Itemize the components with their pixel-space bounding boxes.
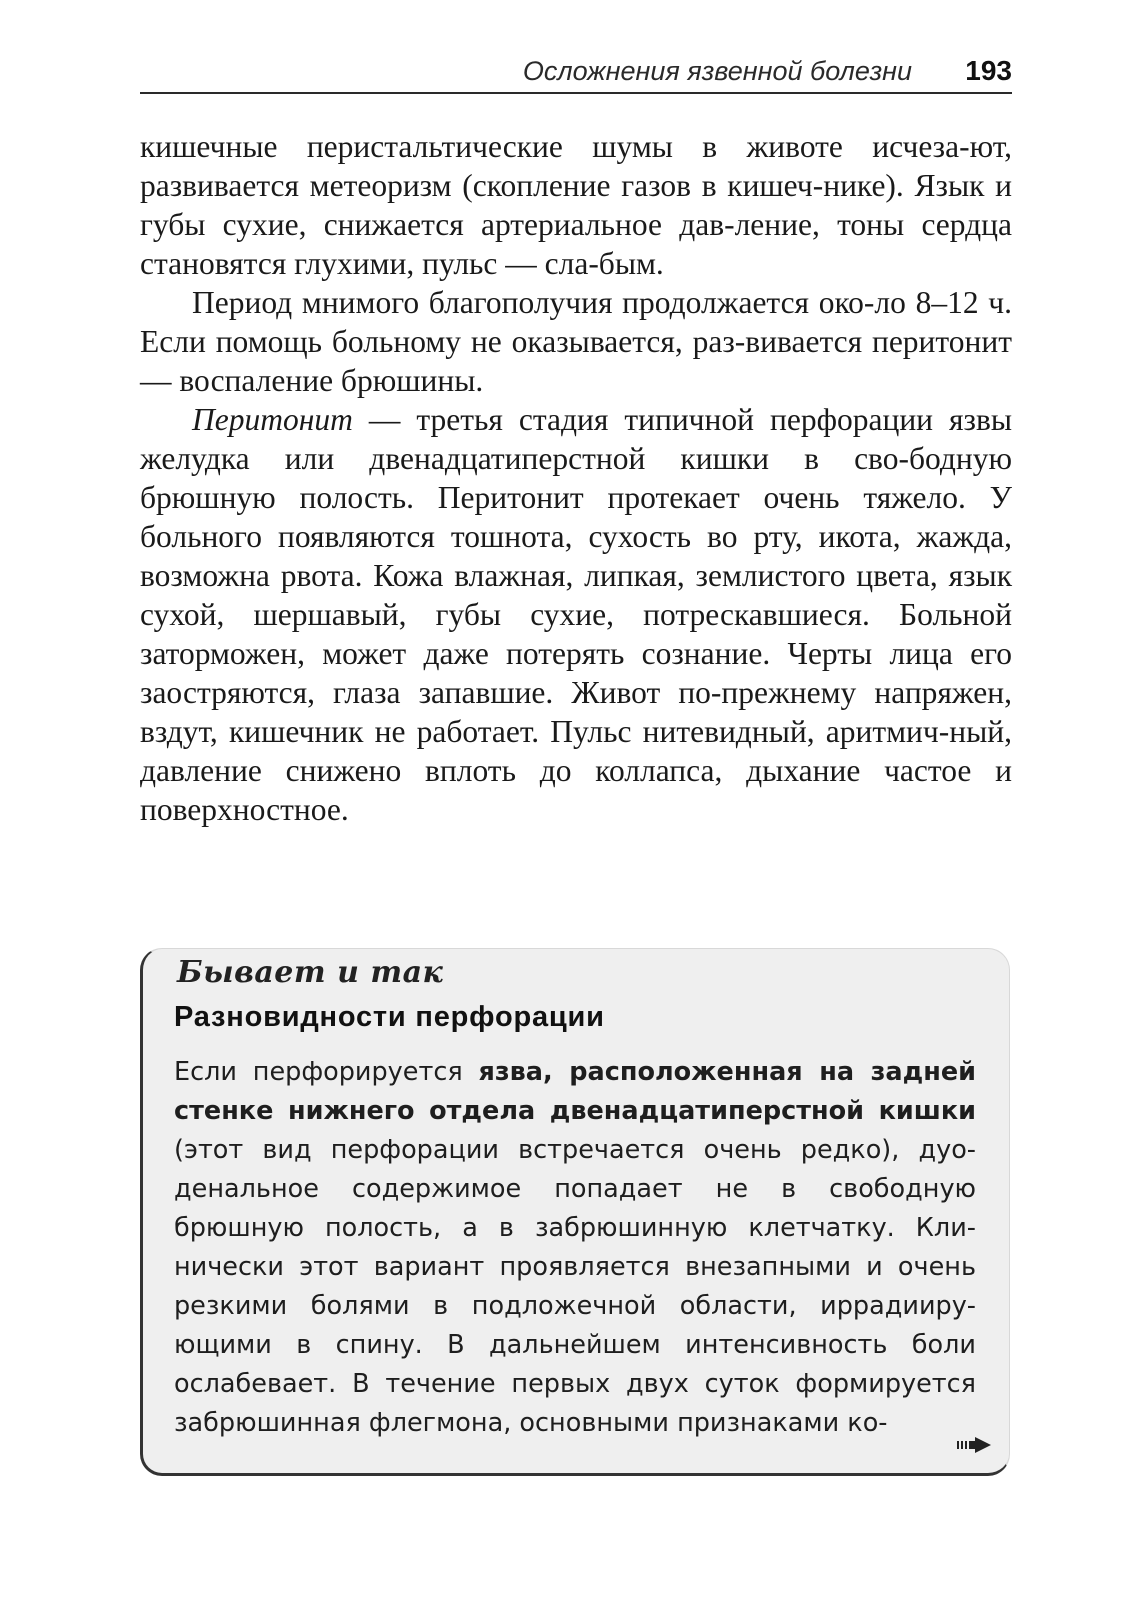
arrow-right-icon <box>957 1437 991 1453</box>
paragraph-2: Период мнимого благополучия продолжается око-ло 8–12 ч. Если помощь больному не оказывается, раз-вивается перитонит — воспаление брюшины. <box>140 285 1012 398</box>
term-peritonitis: Перитонит <box>192 402 353 437</box>
sidebar-text-lead: Если перфорируется <box>174 1057 479 1087</box>
sidebar-text-bold: язва, расположенная на задней стенке нижнего отдела двенадцатиперстной кишки <box>174 1057 976 1126</box>
paragraph-3 <box>140 400 1012 829</box>
paragraph-3-text: — третья стадия типичной перфорации язвы желудка или двенадцатиперстной кишки в сво-бодную брюшную полость. Перитонит протекает очень тяжело. У больного появляются тошнота, сухость во рту, икота, жажда, возможна рвота. Кожа влажная, липкая, землистого цвета, язык сухой, шершавый, губы сухие, потрескавшиеся. Больной заторможен, может даже потерять сознание. Черты лица его заостряются, глаза запавшие. Живот по-прежнему напряжен, вздут, кишечник не работает. Пульс нитевидный, аритмич-ный, давление снижено вплоть до коллапса, дыхание частое и поверхностное. <box>140 402 1012 827</box>
sidebar-heading: Разновидности перфорации <box>174 1001 605 1033</box>
running-title: Осложнения язвенной болезни <box>522 56 912 86</box>
running-header <box>140 52 1012 94</box>
sidebar-text-rest: (этот вид перфорации встречается очень редко), дуо-денальное содержимое попадает не в свободную брюшную полость, а в забрюшинную клетчатку. Кли-нически этот вариант проявляется внезапными и очень резкими болями в подложечной области, иррадииру-ющими в спину. В дальнейшем интенсивность боли ослабевает. В течение первых двух суток формируется забрюшинная флегмона, основными признаками ко- <box>174 1135 976 1438</box>
sidebar-box <box>140 948 1010 1476</box>
page-number: 193 <box>965 55 1012 86</box>
sidebar-kicker: Бывает и так <box>177 955 444 990</box>
sidebar-text <box>174 1053 976 1443</box>
main-text <box>140 127 1012 829</box>
paragraph-1: кишечные перистальтические шумы в животе исчеза-ют, развивается метеоризм (скопление газов в кишеч-нике). Язык и губы сухие, снижается артериальное дав-ление, тоны сердца становятся глухими, пульс — сла-бым. <box>140 129 1012 281</box>
